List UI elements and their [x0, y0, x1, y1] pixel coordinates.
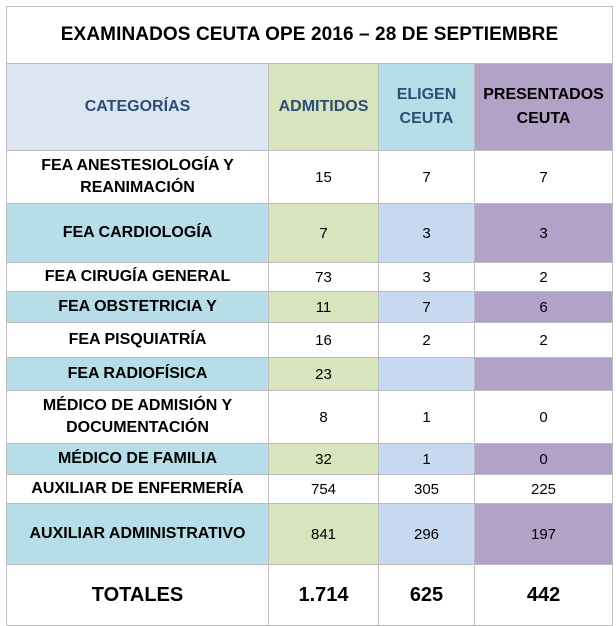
category-cell: FEA CARDIOLOGÍA [7, 204, 269, 263]
admitidos-cell: 73 [269, 263, 379, 292]
category-cell: AUXILIAR DE ENFERMERÍA [7, 475, 269, 504]
category-cell: FEA RADIOFÍSICA [7, 358, 269, 391]
admitidos-cell: 841 [269, 504, 379, 565]
admitidos-cell: 8 [269, 391, 379, 444]
category-cell: FEA ANESTESIOLOGÍA Y REANIMACIÓN [7, 151, 269, 204]
eligen-cell: 3 [379, 263, 475, 292]
admitidos-cell: 15 [269, 151, 379, 204]
presentados-cell [475, 358, 613, 391]
presentados-cell: 2 [475, 263, 613, 292]
eligen-cell: 7 [379, 151, 475, 204]
table-row [7, 391, 613, 444]
header-row [7, 64, 613, 151]
admitidos-cell: 7 [269, 204, 379, 263]
table-row [7, 444, 613, 475]
admitidos-cell: 11 [269, 292, 379, 323]
category-cell: AUXILIAR ADMINISTRATIVO [7, 504, 269, 565]
category-cell: FEA CIRUGÍA GENERAL [7, 263, 269, 292]
presentados-cell: 3 [475, 204, 613, 263]
category-cell: FEA PISQUIATRÍA [7, 323, 269, 358]
totals-eligen: 625 [379, 565, 475, 626]
table-row [7, 204, 613, 263]
totals-label: TOTALES [7, 565, 269, 626]
header-categorias: CATEGORÍAS [7, 64, 269, 151]
totals-admitidos: 1.714 [269, 565, 379, 626]
eligen-cell: 2 [379, 323, 475, 358]
totals-row [7, 565, 613, 626]
presentados-cell: 6 [475, 292, 613, 323]
table-title: EXAMINADOS CEUTA OPE 2016 – 28 DE SEPTIEMBRE [7, 7, 613, 64]
totals-presentados: 442 [475, 565, 613, 626]
table-row [7, 475, 613, 504]
eligen-cell: 305 [379, 475, 475, 504]
exam-table-body [7, 7, 613, 626]
table-row [7, 263, 613, 292]
eligen-cell: 1 [379, 444, 475, 475]
admitidos-cell: 16 [269, 323, 379, 358]
eligen-cell: 296 [379, 504, 475, 565]
presentados-cell: 197 [475, 504, 613, 565]
category-cell: MÉDICO DE FAMILIA [7, 444, 269, 475]
admitidos-cell: 32 [269, 444, 379, 475]
table-row [7, 151, 613, 204]
results-sheet [6, 6, 612, 618]
eligen-cell: 3 [379, 204, 475, 263]
eligen-cell: 1 [379, 391, 475, 444]
eligen-cell: 7 [379, 292, 475, 323]
header-eligen-ceuta: ELIGEN CEUTA [379, 64, 475, 151]
title-row [7, 7, 613, 64]
presentados-cell: 225 [475, 475, 613, 504]
presentados-cell: 0 [475, 444, 613, 475]
table-row [7, 323, 613, 358]
category-cell: FEA OBSTETRICIA Y [7, 292, 269, 323]
presentados-cell: 7 [475, 151, 613, 204]
category-cell: MÉDICO DE ADMISIÓN Y DOCUMENTACIÓN [7, 391, 269, 444]
table-row [7, 358, 613, 391]
header-presentados-ceuta: PRESENTADOS CEUTA [475, 64, 613, 151]
exam-table [6, 6, 613, 626]
eligen-cell [379, 358, 475, 391]
presentados-cell: 2 [475, 323, 613, 358]
presentados-cell: 0 [475, 391, 613, 444]
header-admitidos: ADMITIDOS [269, 64, 379, 151]
table-row [7, 292, 613, 323]
table-row [7, 504, 613, 565]
admitidos-cell: 23 [269, 358, 379, 391]
admitidos-cell: 754 [269, 475, 379, 504]
